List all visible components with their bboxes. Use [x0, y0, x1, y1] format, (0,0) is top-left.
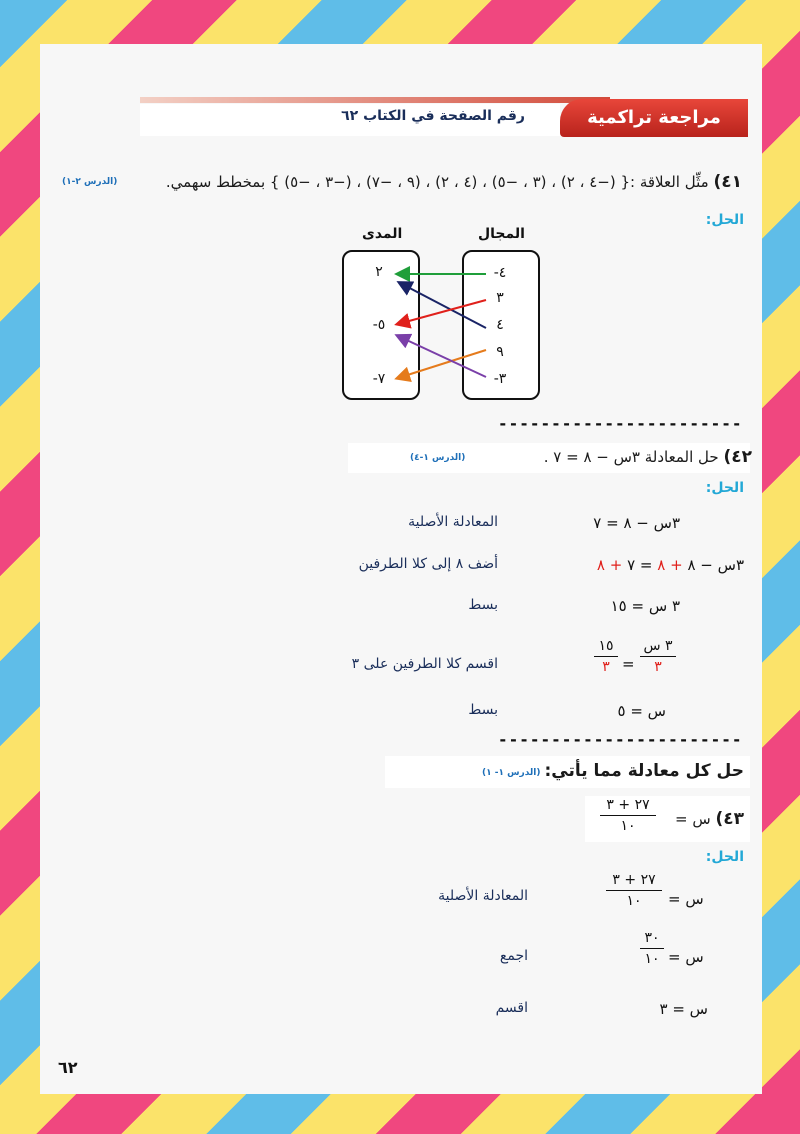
step-reason: اقسم	[495, 1000, 528, 1016]
question-text: حل المعادلة ٣س − ٨ = ٧ .	[543, 448, 719, 466]
domain-value: ٤	[496, 317, 504, 333]
step-reason: أضف ٨ إلى كلا الطرفين	[358, 556, 498, 572]
header-page-ref: رقم الصفحة في الكتاب ٦٢	[341, 108, 525, 124]
step-reason: بسط	[468, 597, 498, 613]
lesson-ref-42: (الدرس ١-٤)	[410, 453, 466, 463]
step-reason: اقسم كلا الطرفين على ٣	[351, 656, 498, 672]
arrow-4-to-2	[400, 283, 486, 328]
step-equation: ٣س − ٨ + ٨ = ٧ + ٨	[596, 556, 744, 574]
equals-sign: =	[622, 655, 635, 673]
question-number: ٤١)	[713, 172, 742, 192]
separator: -----------------------	[498, 414, 743, 433]
question-number: ٤٣)	[715, 809, 744, 829]
page-number: ٦٢	[58, 1058, 78, 1077]
fraction-left: ٣ س ٣	[640, 638, 676, 675]
step-fraction: ٣٠ ١٠	[640, 930, 664, 967]
domain-value: ٩	[496, 344, 504, 360]
domain-label: المجال	[478, 226, 525, 242]
solution-label-42: الحل:	[705, 480, 744, 496]
solution-label-41: الحل:	[705, 212, 744, 228]
range-value: -٧	[372, 371, 386, 387]
question-text: مثِّل العلاقة :{ (−٤ ، ٢) ، (٣ ، −٥) ، (٤ ، ٢) ، (٩ ، −٧) ، (−٣ ، −٥) } بمخطط سهمي.	[165, 173, 709, 191]
step-equation: ٣س − ٨ = ٧	[593, 514, 680, 532]
domain-value: -٣	[493, 371, 507, 387]
arrow-neg3-to-neg5	[398, 336, 486, 377]
range-label: المدى	[362, 226, 403, 242]
solution-label-43: الحل:	[705, 849, 744, 865]
arrow-9-to-neg7	[398, 350, 486, 378]
question-fraction: ٢٧ + ٣ ١٠	[600, 797, 656, 834]
separator: -----------------------	[498, 730, 743, 749]
step-equation: س = ٣	[659, 1000, 708, 1018]
step-reason: المعادلة الأصلية	[438, 888, 528, 904]
instruction-text: حل كل معادلة مما يأتي:	[544, 761, 744, 781]
range-value: ٢	[375, 264, 383, 280]
step-lhs: س =	[668, 890, 704, 908]
question-number: ٤٢)	[723, 447, 752, 467]
lesson-ref-41: (الدرس ٢-١)	[62, 177, 118, 187]
step-reason: اجمع	[499, 948, 528, 964]
section-title: مراجعة تراكمية	[560, 99, 748, 137]
step-reason: المعادلة الأصلية	[408, 514, 498, 530]
step-lhs: س =	[668, 948, 704, 966]
step-fraction: ٢٧ + ٣ ١٠	[606, 872, 662, 909]
step-equation: ٣ س = ١٥	[610, 597, 680, 615]
question-43	[675, 809, 744, 829]
step-equation: س = ٥	[617, 702, 666, 720]
question-42	[544, 447, 752, 467]
lesson-ref-43: (الدرس ١- ١)	[482, 768, 541, 778]
domain-value: ٣	[496, 290, 504, 306]
question-lhs: س =	[675, 810, 711, 828]
domain-value: -٤	[493, 265, 507, 281]
step-reason: بسط	[468, 702, 498, 718]
fraction-right: ١٥ ٣	[594, 638, 618, 675]
range-value: -٥	[372, 317, 386, 333]
